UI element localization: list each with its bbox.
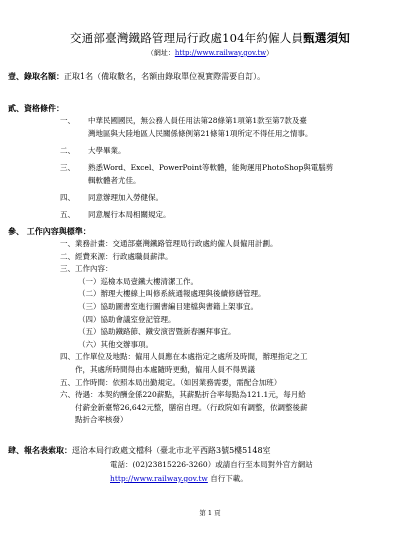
section-qualifications-heading xyxy=(8,102,64,115)
work-item-12: 六、待遇：本契約酬金係220薪點，其薪點折合率每點為121.1元，每月給 xyxy=(60,390,306,400)
qualification-text: 中華民國國民，無公務人員任用法第28條第1項第1款至第7款及臺 xyxy=(88,116,307,125)
title-bold: 甄選須知 xyxy=(303,31,350,45)
qualification-text: 灣地區與大陸地區人民關係條例第21條第1項所定不得任用之情事。 xyxy=(88,129,313,138)
title-main: 交通部臺灣鐵路管理局行政處104年約僱人員 xyxy=(70,31,304,45)
qualification-number: 四、 xyxy=(60,193,75,202)
qualification-number: 三、 xyxy=(60,163,75,172)
section-application xyxy=(8,444,271,457)
qualification-number: 二、 xyxy=(60,146,75,155)
work-subitem-6: （三）協助圖書室進行圖書編目建檔與書籍上架事宜。 xyxy=(78,302,258,311)
work-subitem-7: （四）協助會議室登記管理。 xyxy=(78,314,176,324)
work-item-12-cont: 付薪金新臺幣26,642元整，膳宿自理。（行政院如有調整，依調整後薪 xyxy=(60,402,308,412)
qualification-item-5 xyxy=(60,210,171,220)
work-subitem-5: （二）辦理大樓線上叫修系統通報處理與後續修繕管理。 xyxy=(78,289,266,299)
qualification-text: 同意履行本局相關規定。 xyxy=(88,210,171,219)
work-subitem-4: （一）巡檢本局壹鐵大樓清潔工作。 xyxy=(78,276,198,286)
qualification-text: 熟悉Word、Excel、PowerPoint等軟體，能夠運用PhotoShop與電腦剪 xyxy=(88,163,334,172)
website-note-prefix: （網址： xyxy=(146,49,175,57)
section-quota-heading: 壹、錄取名額： xyxy=(8,71,64,81)
qualification-item-1 xyxy=(60,116,307,126)
qualification-text: 大學畢業。 xyxy=(88,146,126,155)
work-subitem-8: （五）協助鐵路節、鐵安演習暨新春團拜事宜。 xyxy=(78,327,236,337)
qualification-number: 一、 xyxy=(60,116,75,125)
application-line-2: 電話：(02)23815226-3260）或請自行至本局對外官方網站 xyxy=(110,460,313,469)
section-quota-text: 正取1名（備取數名，名額由錄取單位視實際需要自訂）。 xyxy=(64,72,266,81)
website-note xyxy=(0,48,420,58)
qualification-item-3-cont xyxy=(60,176,141,186)
application-line-3-suffix: 自行下載。 xyxy=(207,474,248,483)
application-line-3 xyxy=(110,474,248,484)
work-subitem-9: （六）其他交辦事項。 xyxy=(78,339,153,349)
work-item-12-cont: 點折合率核發） xyxy=(60,415,128,425)
qualification-text: 輯軟體者尤佳。 xyxy=(88,176,141,185)
page-number: 第 1 頁 xyxy=(199,509,221,517)
qualifications-heading-text: 貳、資格條件： xyxy=(8,103,64,113)
website-note-suffix: ） xyxy=(266,49,274,57)
qualification-text: 同意辦理加入勞健保。 xyxy=(88,193,163,202)
work-heading-text: 參、 工作內容與標準： xyxy=(8,226,91,236)
qualification-item-1-cont xyxy=(60,129,312,139)
qualification-item-2 xyxy=(60,146,126,156)
qualification-number: 五、 xyxy=(60,210,75,219)
document-title xyxy=(0,30,420,46)
work-item-1: 一、業務計畫：交通部臺灣鐵路管理局行政處約僱人員僱用計劃。 xyxy=(60,239,278,248)
work-item-10: 四、工作單位及地點：僱用人員應在本處指定之處所及時間，辦理指定之工 xyxy=(60,352,308,362)
website-link[interactable]: http://www.railway.gov.tw xyxy=(174,49,267,57)
application-heading: 肆、報名表索取： xyxy=(8,445,72,455)
work-item-2: 二、經費來源：行政處職員薪津。 xyxy=(60,251,173,261)
application-line-1: 逕洽本局行政處文檔科（臺北市北平西路3號5樓5148室 xyxy=(72,446,271,455)
application-website-link[interactable]: http://www.railway.gov.tw xyxy=(110,474,208,483)
qualification-item-4 xyxy=(60,193,163,203)
section-work-heading xyxy=(8,225,91,238)
qualification-item-3 xyxy=(60,163,333,173)
work-item-11: 五、工作時間：依照本局出勤規定。（如因業務需要，需配合加班） xyxy=(60,377,282,387)
section-quota xyxy=(8,70,265,83)
work-item-10-cont: 作，其處所時間得由本處隨時更動，僱用人員不得異議 xyxy=(60,365,255,374)
work-item-3: 三、工作內容： xyxy=(60,264,113,274)
